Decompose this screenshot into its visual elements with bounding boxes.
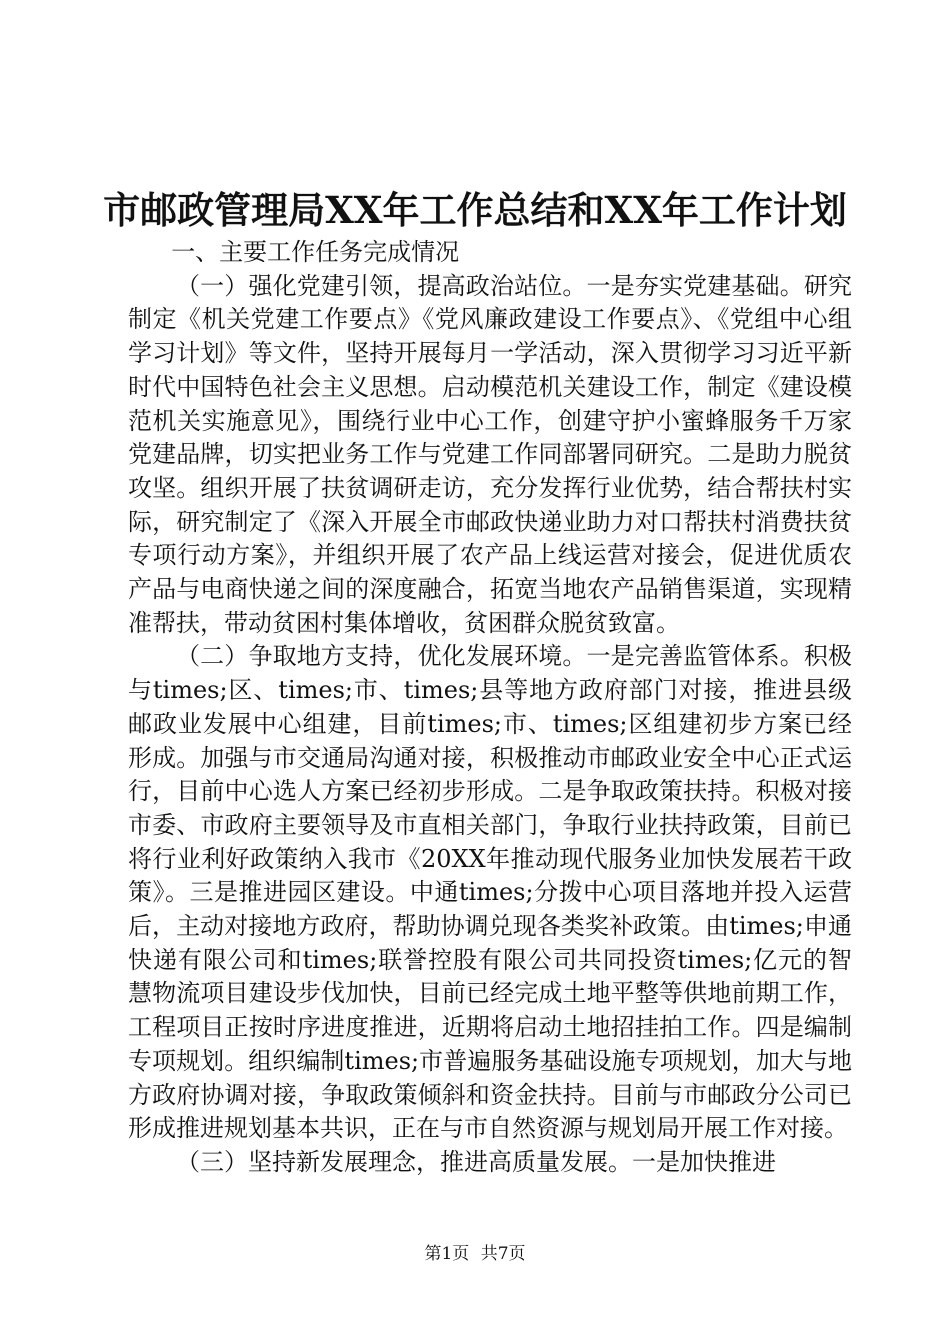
page-total: 共7页 [480,1244,526,1264]
section-heading: 一、主要工作任务完成情况 [171,238,460,266]
paragraph-high-quality-development: （三）坚持新发展理念，推进高质量发展。一是加快推进 [176,1147,776,1176]
page-footer [0,1242,950,1266]
document-title: 市邮政管理局XX年工作总结和XX年工作计划 [103,188,847,232]
paragraph-party-building: （一）强化党建引领，提高政治站位。一是夯实党建基础。研究制定《机关党建工作要点》《党风廉政建设工作要点》、《党组中心组学习计划》等文件，坚持开展每月一学活动，深入贯彻学习习近平新时代中国特色社会主义思想。启动模范机关建设工作，制定《建设模范机关实施意见》，围绕行业中心工作，创建守护小蜜蜂服务千万家党建品牌，切实把业务工作与党建工作同部署同研究。二是助力脱贫攻坚。组织开展了扶贫调研走访，充分发挥行业优势，结合帮扶村实际，研究制定了《深入开展全市邮政快递业助力对口帮扶村消费扶贫专项行动方案》，并组织开展了农产品上线运营对接会，促进优质农产品与电商快递之间的深度融合，拓宽当地农产品销售渠道，实现精准帮扶，带动贫困村集体增收，贫困群众脱贫致富。 [128,271,852,637]
paragraph-local-support: （二）争取地方支持，优化发展环境。一是完善监管体系。积极与times;区、times;市、times;县等地方政府部门对接，推进县级邮政业发展中心组建，目前times;市、times;区组建初步方案已经形成。加强与市交通局沟通对接，积极推动市邮政业安全中心正式运行，目前中心选人方案已经初步形成。二是争取政策扶持。积极对接市委、市政府主要领导及市直相关部门，争取行业扶持政策，目前已将行业利好政策纳入我市《20XX年推动现代服务业加快发展若干政策》。三是推进园区建设。中通times;分拨中心项目落地并投入运营后，主动对接地方政府，帮助协调兑现各类奖补政策。由times;申通快递有限公司和times;联誉控股有限公司共同投资times;亿元的智慧物流项目建设步伐加快，目前已经完成土地平整等供地前期工作，工程项目正按时序进度推进，近期将启动土地招挂拍工作。四是编制专项规划。组织编制times;市普遍服务基础设施专项规划，加大与地方政府协调对接，争取政策倾斜和资金扶持。目前与市邮政分公司已形成推进规划基本共识，正在与市自然资源与规划局开展工作对接。 [128,642,852,1143]
document-body [128,236,852,1180]
page-number: 第1页 [424,1244,470,1264]
